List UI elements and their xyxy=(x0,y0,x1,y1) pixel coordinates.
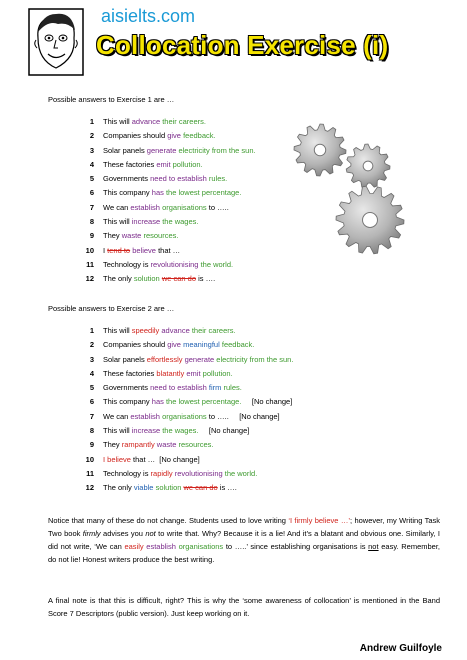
item-text: that … [No change] xyxy=(130,454,200,464)
item-text: The only xyxy=(103,274,134,284)
item-text: advance xyxy=(161,326,190,335)
list-item xyxy=(78,258,256,272)
item-text: They xyxy=(103,440,122,450)
item-text: These factories xyxy=(103,368,157,378)
item-number: 7 xyxy=(89,411,94,421)
item-text: These factories xyxy=(103,159,157,169)
item-text: I believe xyxy=(103,454,131,464)
list-item xyxy=(78,144,256,158)
item-text: speedily xyxy=(131,326,160,335)
item-text: their careers. xyxy=(160,117,206,126)
item-text: We can xyxy=(103,202,131,212)
item-number: 2 xyxy=(89,131,94,141)
item-text: electricity from the sun. xyxy=(214,354,294,364)
list-item xyxy=(78,186,256,200)
list-item xyxy=(78,438,293,452)
item-text: Companies should xyxy=(103,340,168,350)
item-text: pollution. xyxy=(200,368,233,378)
exercise-1-list xyxy=(78,115,256,287)
list-item xyxy=(78,381,293,395)
item-number: 8 xyxy=(89,426,94,436)
item-text: rapidly xyxy=(150,468,173,478)
item-text: need to establish xyxy=(150,174,207,184)
item-number: 8 xyxy=(89,217,94,227)
item-text: revolutionising xyxy=(174,468,223,478)
item-number: 4 xyxy=(89,159,94,169)
list-item xyxy=(78,129,256,143)
item-number: 7 xyxy=(89,202,94,212)
item-text: blatantly xyxy=(156,368,185,378)
final-note-paragraph: A final note is that this is difficult, right? This is why the ‘some awareness of collocation’ is mentioned in the Band Score 7 Descriptors (public version). Just keep working on it. xyxy=(48,596,440,618)
list-item xyxy=(78,272,256,286)
item-text: increase xyxy=(131,426,161,436)
item-text: the lowest percentage. xyxy=(163,397,242,407)
item-text: generate xyxy=(146,145,177,155)
item-text: increase xyxy=(131,217,161,227)
list-item xyxy=(78,367,293,381)
site-name: aisielts.com xyxy=(101,6,196,26)
item-text: feedback. xyxy=(180,131,216,141)
item-text: solution xyxy=(155,483,182,493)
item-text: establish xyxy=(130,202,160,212)
item-text: I xyxy=(103,245,108,255)
item-text: has xyxy=(151,188,164,198)
item-text: is …. xyxy=(217,483,237,493)
item-number: 11 xyxy=(86,259,94,269)
item-number: 4 xyxy=(89,368,94,378)
item-text: is …. xyxy=(196,274,216,284)
item-text: generate xyxy=(184,354,215,364)
author-name: Andrew Guilfoyle xyxy=(359,643,442,654)
item-text: give xyxy=(167,131,181,141)
item-text: give xyxy=(167,340,181,350)
gear-middle-hub xyxy=(363,161,373,171)
item-text: Companies should xyxy=(103,131,168,141)
item-number: 12 xyxy=(85,274,94,284)
item-text: their careers. xyxy=(189,326,236,335)
item-number: 3 xyxy=(89,354,94,364)
item-text: to ….. [No change] xyxy=(206,411,280,421)
item-text: This will xyxy=(103,217,132,227)
list-item xyxy=(78,172,256,186)
list-item xyxy=(78,395,293,409)
item-text: This will xyxy=(103,117,132,126)
item-text: solution xyxy=(133,274,160,284)
list-item xyxy=(78,481,293,495)
item-text: Technology is xyxy=(103,259,151,269)
list-item xyxy=(78,324,293,338)
item-text: Solar panels xyxy=(103,145,147,155)
item-text: Solar panels xyxy=(103,354,147,364)
item-text: tend to xyxy=(107,245,131,255)
item-text: The only xyxy=(103,483,134,493)
item-text: the wages. xyxy=(160,426,199,436)
item-text: organisations xyxy=(159,202,207,212)
list-item xyxy=(78,353,293,367)
item-text: They xyxy=(103,231,122,241)
item-text: advance xyxy=(131,117,161,126)
item-text: establish xyxy=(130,411,160,421)
item-text: we can do xyxy=(183,483,218,493)
item-number: 12 xyxy=(85,483,94,493)
notice-paragraph: Notice that many of these do not change. Students used to love writing ‘I firmly believe …’; however, my Writing Task Two book firmly advises you not to write that. Why? Because it is a lie! And it’s a blatant and obvious one. Similarly, I did not write, ‘We can easily establish organisations to …..’ since establishing organisations is not easy. Remember, do not lie! Honest writers produce the best writing. xyxy=(48,516,441,564)
item-text: resources. xyxy=(176,440,214,450)
item-text: Governments xyxy=(103,383,151,393)
list-item xyxy=(78,244,256,258)
gears-image xyxy=(290,118,420,258)
exercise-2-list xyxy=(78,324,293,496)
item-number: 2 xyxy=(89,340,94,350)
list-item xyxy=(78,338,293,352)
list-item xyxy=(78,410,293,424)
item-text: [No change] xyxy=(198,426,250,436)
item-text: Technology is xyxy=(103,468,151,478)
list-item xyxy=(78,229,256,243)
item-text: electricity from the sun. xyxy=(176,145,256,155)
item-text: organisations xyxy=(159,411,207,421)
item-text: viable xyxy=(133,483,154,493)
gear-left-hub xyxy=(314,144,325,155)
list-item xyxy=(78,424,293,438)
item-text: meaningful xyxy=(183,340,220,350)
item-number: 10 xyxy=(85,454,94,464)
item-text: need to establish xyxy=(150,383,207,393)
page-title: Collocation Exercise (i) xyxy=(96,30,389,60)
item-text: waste xyxy=(121,231,142,241)
item-number: 3 xyxy=(89,145,94,155)
item-text: firm xyxy=(206,383,222,393)
item-number: 9 xyxy=(89,231,94,241)
exercise-1-heading: Possible answers to Exercise 1 are … xyxy=(48,95,175,104)
item-text: that … xyxy=(155,245,181,255)
item-text: emit xyxy=(156,159,171,169)
item-text: rules. xyxy=(221,383,242,393)
item-text: believe xyxy=(132,245,156,255)
item-number: 1 xyxy=(89,117,94,126)
item-text: has xyxy=(151,397,164,407)
item-text: rules. xyxy=(206,174,228,184)
item-text: the world. xyxy=(198,259,234,269)
item-text: emit xyxy=(186,368,201,378)
item-text: revolutionising xyxy=(150,259,199,269)
item-text: effortlessly xyxy=(146,354,183,364)
author-caricature-image xyxy=(28,8,84,76)
item-text: This will xyxy=(103,426,132,436)
item-text: Governments xyxy=(103,174,151,184)
item-number: 10 xyxy=(85,245,94,255)
item-text: This company xyxy=(103,188,152,198)
item-text: we can do xyxy=(161,274,197,284)
item-number: 9 xyxy=(89,440,94,450)
list-item xyxy=(78,115,256,129)
item-text: This company xyxy=(103,397,152,407)
item-text: the lowest percentage. xyxy=(163,188,242,198)
item-text: We can xyxy=(103,411,131,421)
list-item xyxy=(78,201,256,215)
item-number: 1 xyxy=(89,326,94,335)
gear-bottom-hub xyxy=(363,213,378,228)
item-text: [No change] xyxy=(241,397,293,407)
item-number: 11 xyxy=(86,468,94,478)
item-text: the wages. xyxy=(160,217,199,227)
item-text: This will xyxy=(103,326,132,335)
item-number: 6 xyxy=(89,188,94,198)
item-number: 6 xyxy=(89,397,94,407)
list-item xyxy=(78,453,293,467)
item-text: feedback. xyxy=(219,340,255,350)
item-number: 5 xyxy=(89,383,94,393)
item-text: waste xyxy=(156,440,177,450)
list-item xyxy=(78,215,256,229)
item-text: the world. xyxy=(222,468,258,478)
list-item xyxy=(78,158,256,172)
item-text: pollution. xyxy=(170,159,203,169)
item-text: resources. xyxy=(141,231,179,241)
exercise-2-heading: Possible answers to Exercise 2 are … xyxy=(48,304,175,313)
item-text: to ….. xyxy=(206,202,229,212)
item-number: 5 xyxy=(89,174,94,184)
list-item xyxy=(78,467,293,481)
item-text: rampantly xyxy=(121,440,155,450)
